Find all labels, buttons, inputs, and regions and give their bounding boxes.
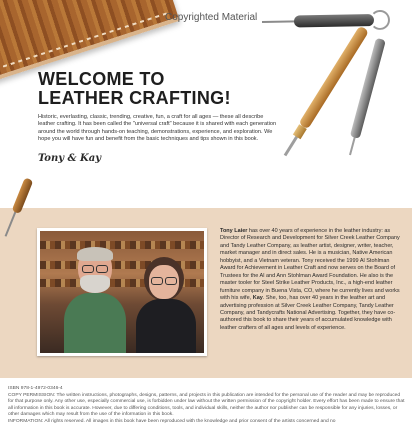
title-line-1: WELCOME TO bbox=[38, 69, 165, 89]
authors-photo bbox=[37, 228, 207, 356]
author-name-tony: Tony Laier bbox=[220, 228, 248, 234]
title-line-2: LEATHER CRAFTING! bbox=[38, 88, 231, 108]
copy-permission-text: COPY PERMISSION: The written instructions, photographs, designs, patterns, and projects in this publication are intended for the personal use of the reader and may be reproduced for that purpose only. Any other use, especially commercial use, is forbidden under law without the written permission of the copyright holder. Every effort has been made to ensure that all information in this book is accurate. However, due to differing conditions, tools, and individual skills, neither the author nor publisher can be responsible for any injuries, losses, or other damages which may result from the use of the information in this book. bbox=[8, 392, 405, 418]
legal-notice bbox=[8, 386, 406, 426]
page-title bbox=[38, 70, 231, 108]
information-text: INFORMATION: All rights reserved. All images in this book have been reproduced with the knowledge and prior consent of the artists concerned and no bbox=[8, 418, 336, 424]
isbn-line: ISBN 978-1-4972-0346-4 bbox=[8, 386, 63, 391]
author-bio bbox=[220, 228, 402, 332]
author-signature: Tony & Kay bbox=[38, 153, 102, 164]
bio-text-part-1: has over 40 years of experience in the leather industry: as Director of Research and Development for Silver Creek Leather Company and Tandy Leather Company, as leather artist, designer, writer, teacher, market manager and in direct sales. He is a musician, Native American hobbyist, and a Vietnam veteran. Tony received the 1999 Al Stohlman Award for Achievement in Leather Craft and now serves on the Board of Trustees for the Al and Ann Stohlman Award Foundation. He also is the master tooler for Steel Strike Leather Products, Inc., a high-end leather furniture company in Buena Vista, CO, where he currently lives and works with his wife, bbox=[220, 228, 400, 302]
copyright-watermark: Copyrighted Material bbox=[165, 12, 258, 23]
kay-figure bbox=[136, 259, 196, 353]
top-section bbox=[0, 0, 412, 208]
bio-text-part-2: . She, too, has over 40 years in the leather art and advertising profession at Silver Creek Leather Company, Tandy Leather Company, and Tandycrafts National Advertising. Together, they have co-authored this book to share their years of accumulated knowledge with leather crafters of all ages and levels of experience. bbox=[220, 295, 396, 331]
intro-paragraph: Historic, everlasting, classic, trending, creative, fun, a craft for all ages — these all describe leather crafting. It has been called the "universal craft" because it is shared with each generation around the world through hands-on teaching, demonstrations, experience, and exploration. We hope you will have fun and benefit from the basic techniques and tips shown in this book. bbox=[38, 114, 277, 143]
author-name-kay: Kay bbox=[252, 295, 263, 302]
tony-figure bbox=[64, 249, 126, 353]
swivel-knife-image bbox=[262, 13, 412, 28]
